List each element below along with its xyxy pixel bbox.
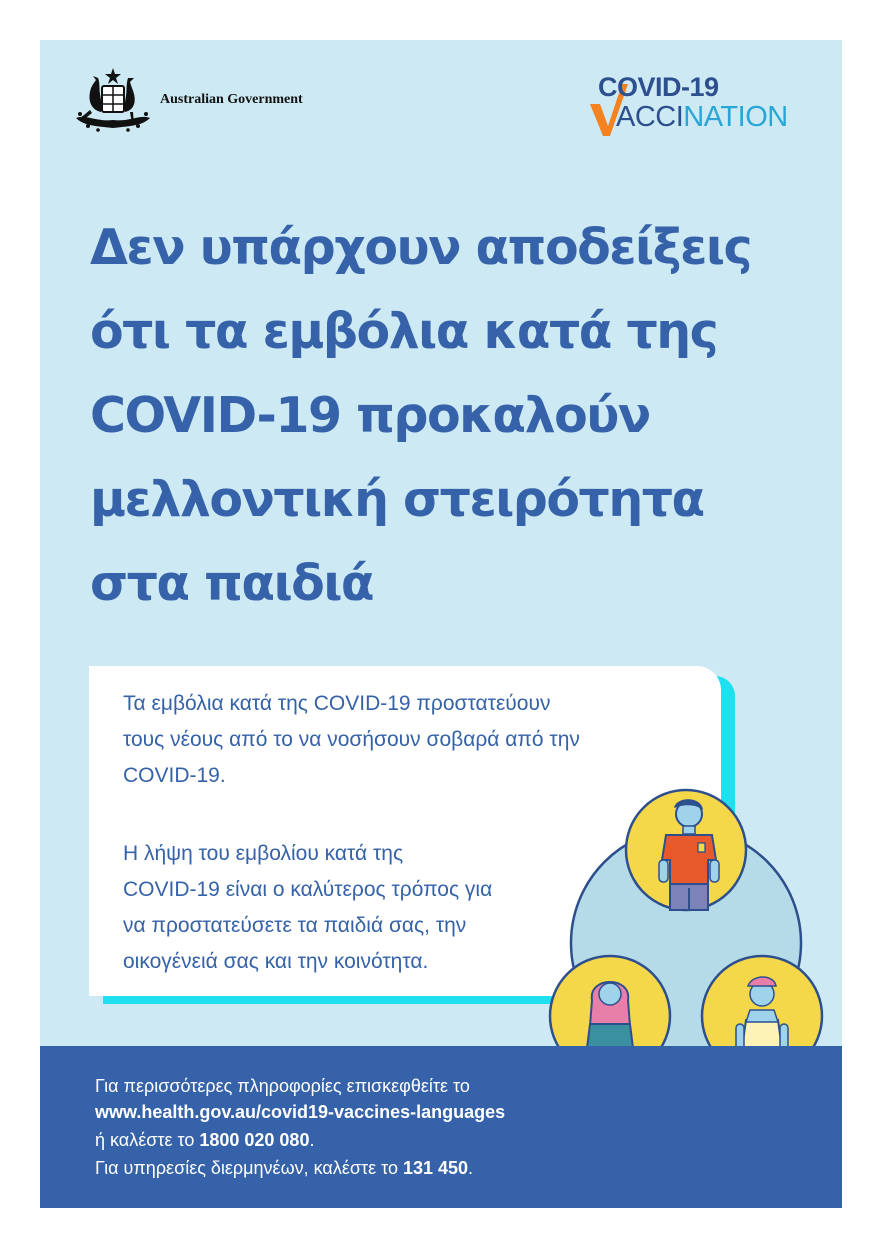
logo-line1: COVID-19	[598, 72, 719, 102]
logo-acci: ACCI	[616, 101, 684, 133]
paragraph-line: COVID-19.	[123, 764, 226, 787]
footer-phone-prefix: ή καλέστε το	[95, 1130, 200, 1150]
coat-of-arms-icon	[68, 66, 158, 136]
logo-nation: NATION	[683, 101, 788, 133]
footer-interpreter-line	[95, 1158, 473, 1179]
headline-line: ότι τα εμβόλια κατά της	[90, 303, 718, 360]
footer-url-link[interactable]: www.health.gov.au/covid19-vaccines-languages	[95, 1102, 506, 1122]
paragraph-line: Τα εμβόλια κατά της COVID-19 προστατεύουν	[123, 692, 551, 715]
paragraph-line: τους νέους από το να νοσήσουν σοβαρά από την	[123, 728, 580, 751]
three-children-icon	[546, 788, 836, 1088]
government-logo	[68, 66, 328, 136]
covid-vaccination-logo	[588, 72, 818, 134]
paragraph-line: Η λήψη του εμβολίου κατά της	[123, 842, 404, 865]
logo-line2	[616, 101, 788, 134]
footer-interpreter-suffix: .	[468, 1158, 474, 1178]
headline-line: Δεν υπάρχουν αποδείξεις	[90, 219, 751, 276]
footer-interpreter-number[interactable]: 131 450	[402, 1158, 469, 1178]
boy-illustration	[626, 790, 746, 910]
paragraph-line: οικογένειά σας και την κοινότητα.	[123, 950, 429, 973]
footer-interpreter-prefix: Για υπηρεσίες διερμηνέων, καλέστε το	[95, 1158, 403, 1178]
poster	[40, 40, 842, 1208]
headline-line: COVID-19 προκαλούν	[90, 387, 650, 444]
paragraph-line: COVID-19 είναι ο καλύτερος τρόπος για	[123, 878, 493, 901]
footer-info-text: Για περισσότερες πληροφορίες επισκεφθείτε το	[95, 1076, 470, 1096]
headline	[90, 206, 820, 626]
footer-phone-number[interactable]: 1800 020 080	[199, 1130, 310, 1150]
paragraph-line: να προστατεύσετε τα παιδιά σας, την	[123, 914, 467, 937]
footer-phone-line	[95, 1130, 314, 1151]
footer-band	[40, 1046, 842, 1208]
headline-line: στα παιδιά	[90, 555, 374, 612]
footer-phone-suffix: .	[309, 1130, 315, 1150]
government-name: Australian Government	[160, 92, 303, 107]
paragraph-protection	[123, 686, 683, 794]
headline-line: μελλοντική στειρότητα	[90, 471, 704, 528]
